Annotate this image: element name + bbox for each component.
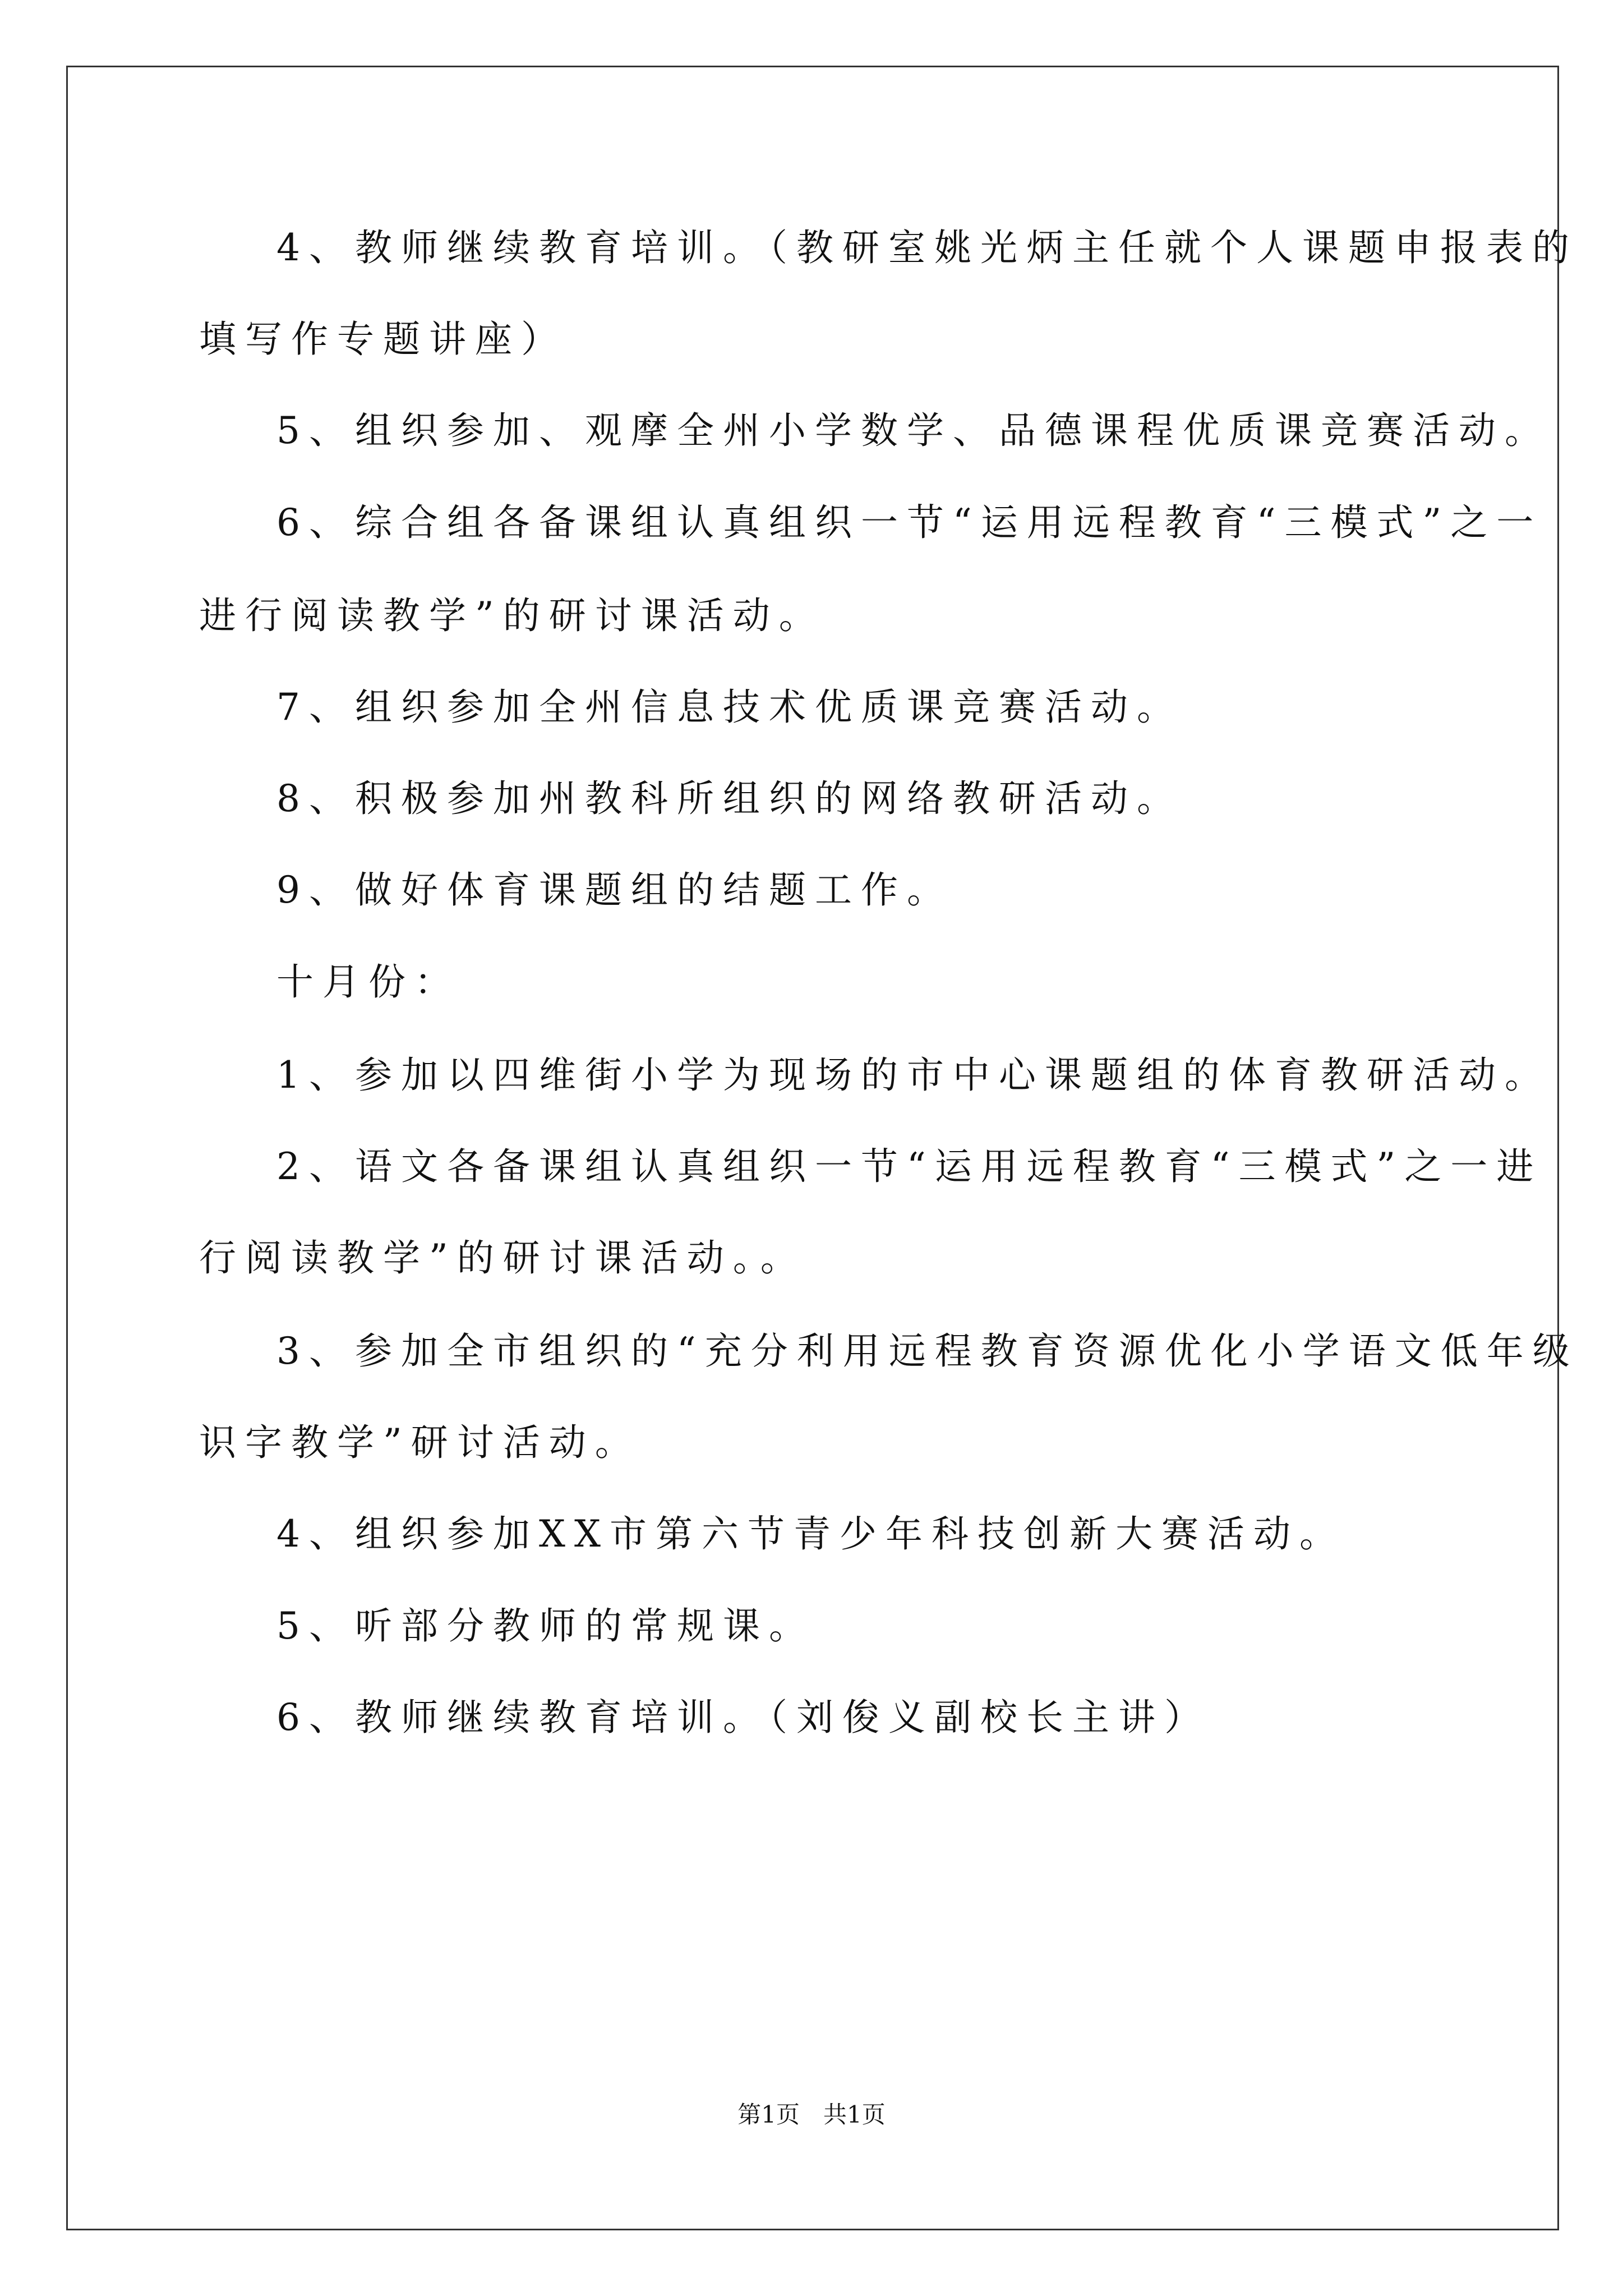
paragraph-line: 4、组织参加XX市第六节青少年科技创新大赛活动。 — [276, 1512, 1345, 1556]
paragraph-line: 5、组织参加、观摩全州小学数学、品德课程优质课竞赛活动。 — [276, 409, 1551, 452]
paragraph-line: 5、听部分教师的常规课。 — [276, 1604, 815, 1648]
paragraph-line: 9、做好体育课题组的结题工作。 — [276, 868, 953, 912]
paragraph-line: 4、教师继续教育培训。（教研室姚光炳主任就个人课题申报表的 — [276, 226, 1578, 269]
paragraph-line: 识字教学”研讨活动。 — [199, 1421, 641, 1464]
paragraph-line: 行阅读教学”的研讨课活动。。 — [199, 1236, 806, 1280]
page-footer: 第1页 共1页 — [737, 2101, 886, 2128]
paragraph-line: 进行阅读教学”的研讨课活动。 — [199, 594, 825, 637]
section-heading: 十月份： — [276, 960, 460, 1004]
paragraph-line: 6、综合组各备课组认真组织一节“运用远程教育“三模式”之一 — [276, 501, 1543, 544]
paragraph-line: 2、语文各备课组认真组织一节“运用远程教育“三模式”之一进 — [276, 1145, 1543, 1188]
paragraph-line: 6、教师继续教育培训。（刘俊义副校长主讲） — [276, 1696, 1210, 1739]
paragraph-line: 1、参加以四维街小学为现场的市中心课题组的体育教研活动。 — [276, 1053, 1551, 1097]
paragraph-line: 8、积极参加州教科所组织的网络教研活动。 — [276, 777, 1183, 820]
paragraph-line: 填写作专题讲座） — [199, 318, 567, 361]
paragraph-line: 7、组织参加全州信息技术优质课竞赛活动。 — [276, 685, 1183, 729]
paragraph-line: 3、参加全市组织的“充分利用远程教育资源优化小学语文低年级 — [276, 1329, 1579, 1373]
